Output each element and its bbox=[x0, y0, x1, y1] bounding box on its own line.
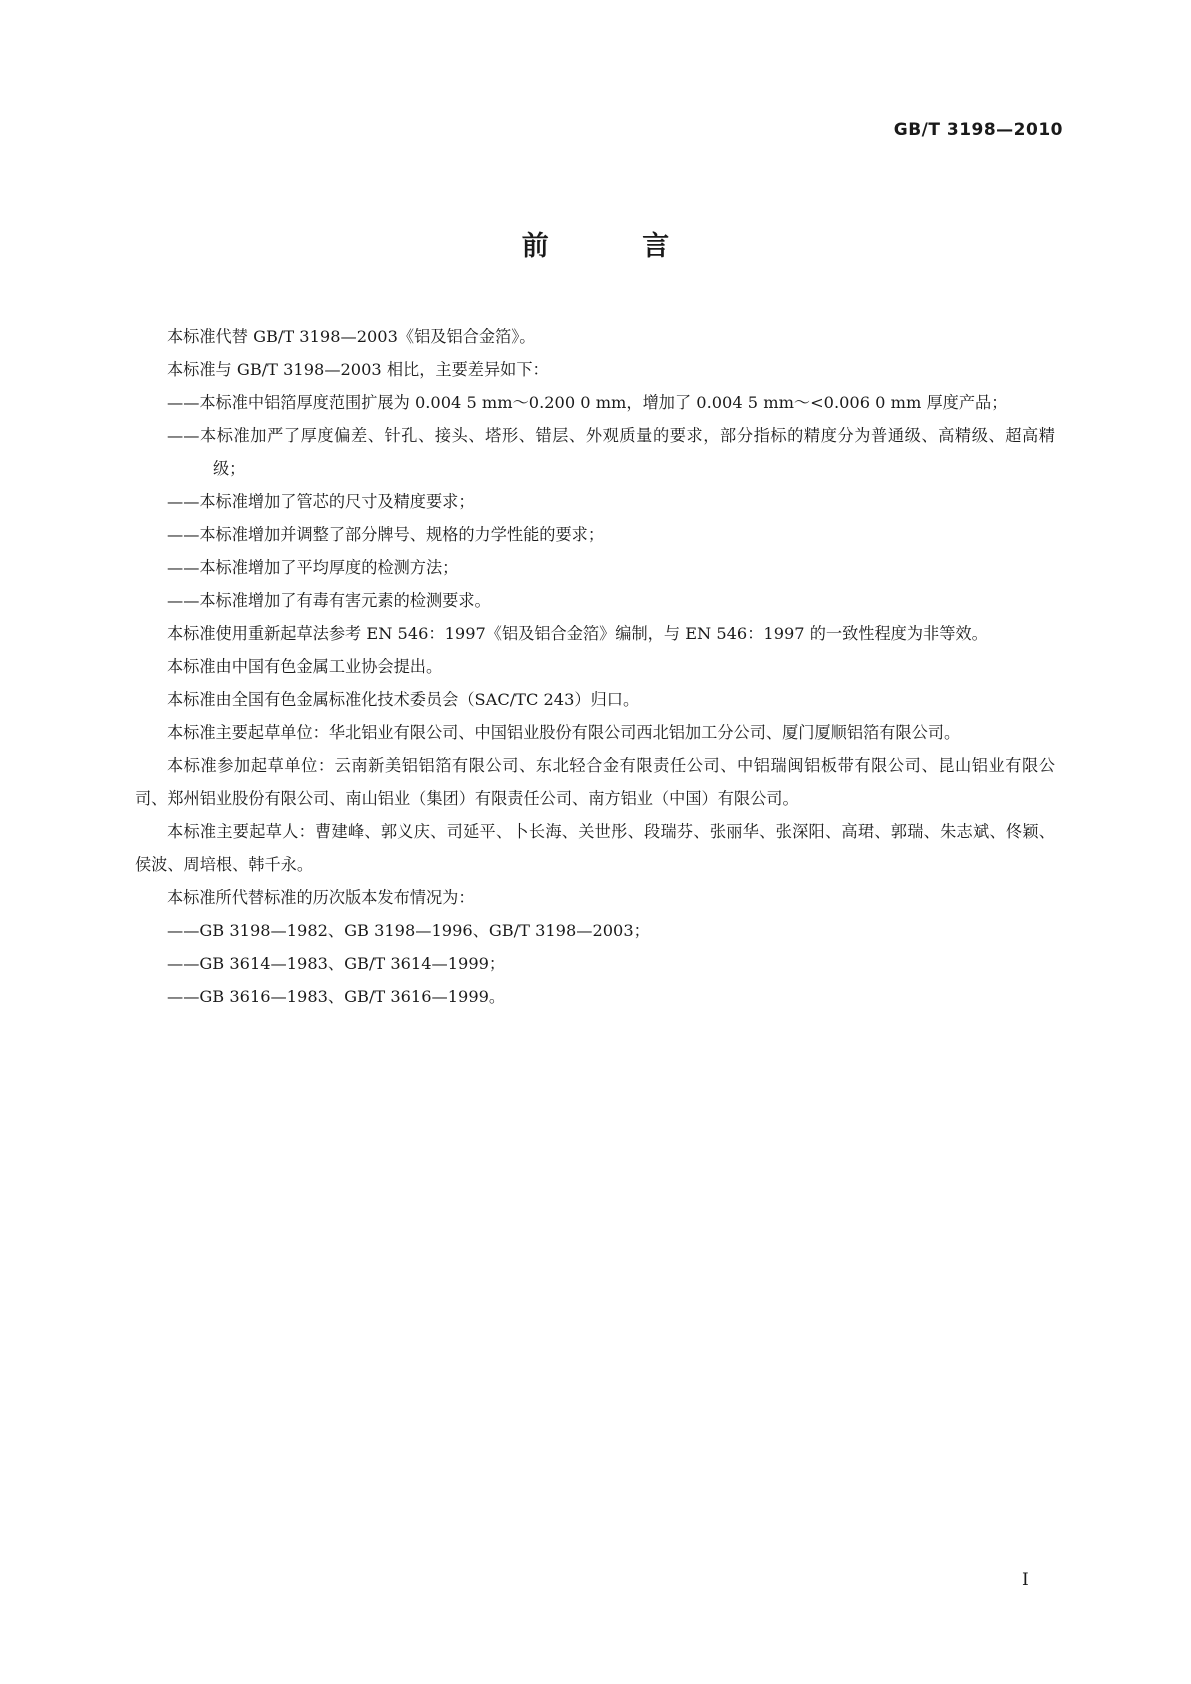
history-item: ——GB 3614—1983、GB/T 3614—1999； bbox=[167, 954, 506, 973]
change-item: ——本标准增加并调整了部分牌号、规格的力学性能的要求； bbox=[167, 525, 605, 544]
history-item: ——GB 3616—1983、GB/T 3616—1999。 bbox=[167, 987, 506, 1006]
paragraph-replaces: 本标准代替 GB/T 3198—2003《铝及铝合金箔》。 bbox=[167, 327, 536, 346]
page-number: I bbox=[1022, 1570, 1029, 1590]
paragraph-main-drafters: 本标准主要起草人：曹建峰、郭义庆、司延平、卜长海、关世彤、段瑞芬、张丽华、张深阳、高珺、郭瑞、朱志斌、佟颖、侯波、周培根、韩千永。 bbox=[135, 822, 1055, 874]
change-item: ——本标准中铝箔厚度范围扩展为 0.004 5 mm～0.200 0 mm，增加了 0.004 5 mm～<0.006 0 mm 厚度产品； bbox=[167, 393, 1008, 412]
change-item: ——本标准增加了有毒有害元素的检测要求。 bbox=[167, 591, 491, 610]
paragraph-main-drafters-orgs: 本标准主要起草单位：华北铝业有限公司、中国铝业股份有限公司西北铝加工分公司、厦门厦顺铝箔有限公司。 bbox=[167, 723, 961, 742]
change-item: ——本标准加严了厚度偏差、针孔、接头、塔形、错层、外观质量的要求，部分指标的精度分为普通级、高精级、超高精级； bbox=[167, 426, 1055, 478]
foreword-body bbox=[135, 320, 1055, 1013]
paragraph-differences-intro: 本标准与 GB/T 3198—2003 相比，主要差异如下： bbox=[167, 360, 549, 379]
change-item: ——本标准增加了管芯的尺寸及精度要求； bbox=[167, 492, 475, 511]
paragraph-administered-by: 本标准由全国有色金属标准化技术委员会（SAC/TC 243）归口。 bbox=[167, 690, 640, 709]
page-title: 前 言 bbox=[521, 231, 712, 262]
paragraph-proposed-by: 本标准由中国有色金属工业协会提出。 bbox=[167, 657, 443, 676]
paragraph-history-intro: 本标准所代替标准的历次版本发布情况为： bbox=[167, 888, 475, 907]
paragraph-reference: 本标准使用重新起草法参考 EN 546：1997《铝及铝合金箔》编制，与 EN 546：1997 的一致性程度为非等效。 bbox=[167, 624, 988, 643]
paragraph-participating-orgs: 本标准参加起草单位：云南新美铝铝箔有限公司、东北轻合金有限责任公司、中铝瑞闽铝板带有限公司、昆山铝业有限公司、郑州铝业股份有限公司、南山铝业（集团）有限责任公司、南方铝业（中国）有限公司。 bbox=[135, 756, 1055, 808]
standard-code: GB/T 3198—2010 bbox=[893, 120, 1063, 140]
change-item: ——本标准增加了平均厚度的检测方法； bbox=[167, 558, 459, 577]
history-item: ——GB 3198—1982、GB 3198—1996、GB/T 3198—2003； bbox=[167, 921, 650, 940]
